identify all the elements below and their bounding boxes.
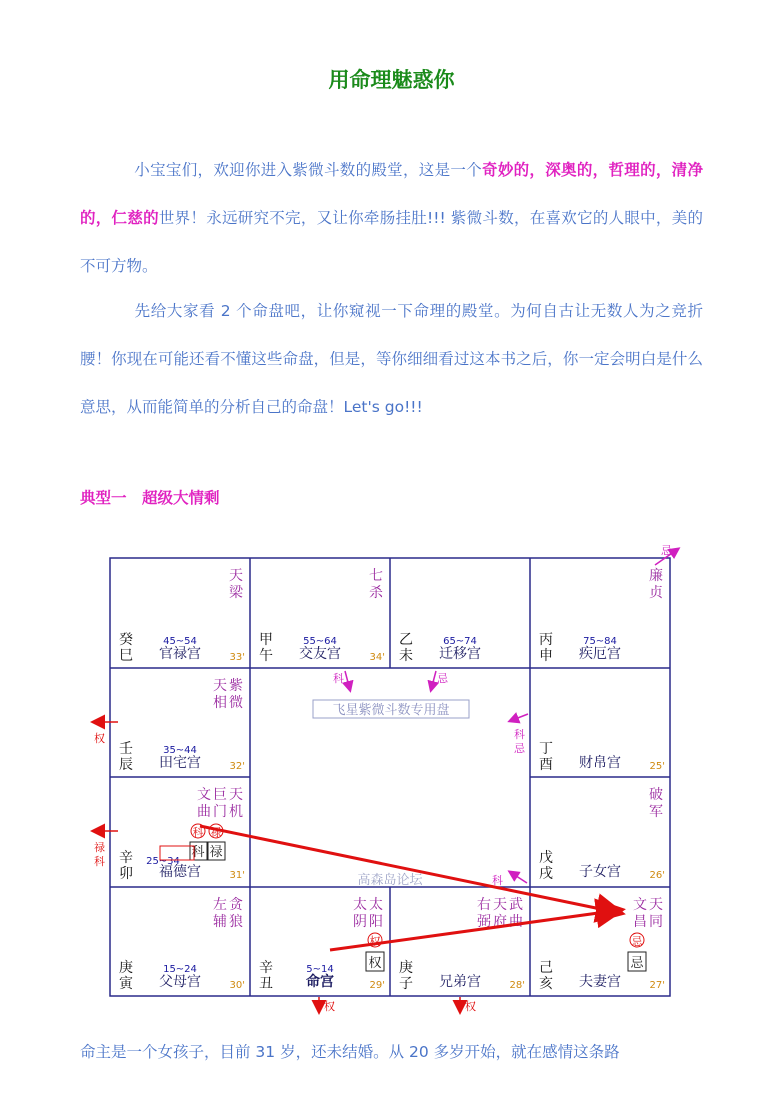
- palace-star: 昌: [633, 914, 647, 930]
- mark-quan-zi: 权: [465, 1000, 476, 1013]
- palace-name: 迁移宫: [439, 646, 481, 662]
- mark-ji-box-hai: 忌: [630, 956, 644, 971]
- palace-star: 天: [649, 897, 663, 913]
- palace-branch: 午: [259, 648, 273, 664]
- palace-star: 太: [353, 897, 367, 913]
- mark-lu-circle-mao: 禄: [210, 826, 222, 839]
- palace-year-age: 33': [229, 652, 245, 663]
- palace-star: 同: [649, 914, 663, 930]
- palace-stem: 壬: [119, 741, 133, 757]
- palace-star: 府: [493, 914, 507, 930]
- palace-branch: 丑: [259, 976, 273, 992]
- palace-age-range: 35~44: [163, 745, 197, 756]
- page-title: 用命理魅惑你: [328, 68, 455, 92]
- palace-stem: 辛: [259, 960, 273, 976]
- palace-star: 梁: [229, 585, 243, 601]
- palace-stem: 戊: [539, 850, 553, 866]
- palace-star: 相: [213, 695, 227, 711]
- palace-star: 巨: [213, 787, 227, 803]
- palace-branch: 戌: [539, 866, 553, 882]
- palace-name: 父母宫: [159, 974, 201, 990]
- watermark: 高森岛论坛: [357, 873, 423, 888]
- palace-year-age: 34': [369, 652, 385, 663]
- palace-year-age: 32': [229, 761, 245, 772]
- chart-grid: [110, 558, 670, 996]
- palace-year-age: 25': [649, 761, 665, 772]
- mark-quan-chou: 权: [324, 1000, 335, 1013]
- palace-age-range: 25~34: [146, 856, 180, 867]
- palace-age-range: 65~74: [443, 636, 477, 647]
- palace-star: 微: [229, 695, 243, 711]
- palace-stem: 丙: [539, 632, 553, 648]
- palace-star: 天: [493, 897, 507, 913]
- palace-star: 紫: [229, 678, 243, 694]
- palace-year-age: 28': [509, 980, 525, 991]
- arrow-ke-center: [345, 671, 350, 690]
- palace-star: 廉: [649, 568, 663, 584]
- palace-star: 杀: [369, 585, 383, 601]
- arrow-ke-xu: [510, 872, 527, 883]
- palace-name: 子女宫: [579, 864, 621, 880]
- palace-star: 弼: [477, 914, 491, 930]
- palace-star: 贞: [649, 585, 663, 601]
- palace-year-age: 26': [649, 870, 665, 881]
- palace-year-age: 29': [369, 980, 385, 991]
- mark-ke-you: 科: [514, 728, 525, 741]
- palace-stem: 己: [539, 960, 553, 976]
- palace-star: 军: [649, 804, 663, 820]
- palace-age-range: 5~14: [306, 964, 334, 975]
- palace-stem: 庚: [119, 960, 133, 976]
- palace-star: 曲: [197, 804, 211, 820]
- mark-quan-chen: 权: [94, 732, 105, 745]
- palace-star: 文: [633, 897, 647, 913]
- palace-star: 天: [213, 678, 227, 694]
- palace-name: 疾厄宫: [579, 646, 621, 662]
- palace-year-age: 30': [229, 980, 245, 991]
- section-title: 典型一 超级大情剩: [80, 489, 220, 507]
- palace-stem: 辛: [119, 850, 133, 866]
- intro-text-a: 小宝宝们，欢迎你进入紫微斗数的殿堂，这是一个: [134, 161, 483, 179]
- mark-ke-box-mao: 科: [191, 845, 205, 860]
- mark-lu-mao: 禄: [94, 841, 105, 854]
- palace-stem: 癸: [119, 632, 133, 648]
- mark-ke-center: 科: [333, 672, 344, 685]
- palace-star: 阳: [369, 914, 383, 930]
- palace-branch: 子: [399, 976, 413, 992]
- palace-year-age: 27': [649, 980, 665, 991]
- palace-name: 夫妻宫: [579, 974, 621, 990]
- palace-year-age: 31': [229, 870, 245, 881]
- mark-ji-top: 忌: [661, 544, 672, 557]
- mark-quan-circle-chou: 权: [369, 935, 381, 948]
- arrow-ji-center: [431, 671, 436, 690]
- palace-age-range: 15~24: [163, 964, 197, 975]
- mark-ke-circle-mao: 科: [192, 826, 204, 839]
- mark-ke-xu: 科: [492, 874, 503, 887]
- palace-stem: 庚: [399, 960, 413, 976]
- palace-branch: 卯: [119, 866, 133, 882]
- palace-name: 交友宫: [299, 646, 341, 662]
- palace-branch: 寅: [119, 976, 133, 992]
- palace-star: 门: [213, 804, 227, 820]
- palace-star: 天: [229, 787, 243, 803]
- arrow-fude-to-fuqi: [200, 826, 620, 913]
- palace-star: 武: [509, 897, 523, 913]
- palace-branch: 亥: [539, 976, 553, 992]
- palace-star: 文: [197, 787, 211, 803]
- palace-branch: 辰: [119, 757, 133, 773]
- palace-star: 右: [477, 897, 491, 913]
- palace-name: 命宫: [306, 974, 334, 990]
- palace-star: 阴: [353, 914, 367, 930]
- palace-stem: 乙: [399, 632, 413, 648]
- palace-star: 贪: [229, 897, 243, 913]
- palace-star: 七: [369, 568, 383, 584]
- mark-ke-mao: 科: [94, 855, 105, 868]
- palace-star: 天: [229, 568, 243, 584]
- palace-age-range: 45~54: [163, 636, 197, 647]
- intro-text-2: 先给大家看 2 个命盘吧，让你窥视一下命理的殿堂。为何自古让无数人为之竞折腰！你现在可能还看不懂这些命盘，但是，等你细细看过这本书之后，你一定会明白是什么意思，从而能简单的分析自己的命盘！Let's go!!!: [80, 302, 703, 416]
- body-text-bottom: 命主是一个女孩子，目前 31 岁，还未结婚。从 20 多岁开始，就在感情这条路: [80, 1043, 620, 1061]
- palace-star: 曲: [509, 914, 523, 930]
- palace-branch: 巳: [119, 648, 133, 664]
- intro-highlight: 奇妙的，深奥的，哲理的，清净的，仁慈的: [80, 161, 703, 227]
- palace-name: 财帛宫: [579, 755, 621, 771]
- palace-star: 狼: [229, 914, 243, 930]
- mark-quan-box-chou: 权: [368, 956, 382, 971]
- palace-star: 机: [229, 804, 243, 820]
- palace-name: 兄弟宫: [439, 974, 481, 990]
- mark-ji-circle-hai: 忌: [631, 935, 643, 948]
- palace-name: 田宅宫: [159, 755, 201, 771]
- palace-stem: 丁: [539, 741, 553, 757]
- palace-name: 官禄宫: [159, 646, 201, 662]
- intro-text-b: 世界！永远研究不完，又让你牵肠挂肚!!! 紫微斗数，在喜欢它的人眼中，美的不可方物。: [80, 209, 703, 275]
- palace-name: 福德宫: [159, 864, 201, 880]
- palace-branch: 申: [539, 648, 553, 664]
- mark-lu-box-mao: 禄: [209, 845, 223, 860]
- palace-star: 辅: [213, 914, 227, 930]
- palace-star: 太: [369, 897, 383, 913]
- palace-branch: 酉: [539, 757, 553, 773]
- center-label: 飞星紫微斗数专用盘: [332, 703, 450, 718]
- palace-star: 左: [213, 897, 227, 913]
- palace-star: 破: [649, 787, 663, 803]
- mark-ji-center: 忌: [437, 672, 448, 685]
- arrow-keji-you: [510, 714, 528, 721]
- palace-stem: 甲: [259, 632, 273, 648]
- palace-age-range: 75~84: [583, 636, 617, 647]
- palace-branch: 未: [399, 648, 413, 664]
- palace-age-range: 55~64: [303, 636, 337, 647]
- mark-ji-you: 忌: [514, 742, 525, 755]
